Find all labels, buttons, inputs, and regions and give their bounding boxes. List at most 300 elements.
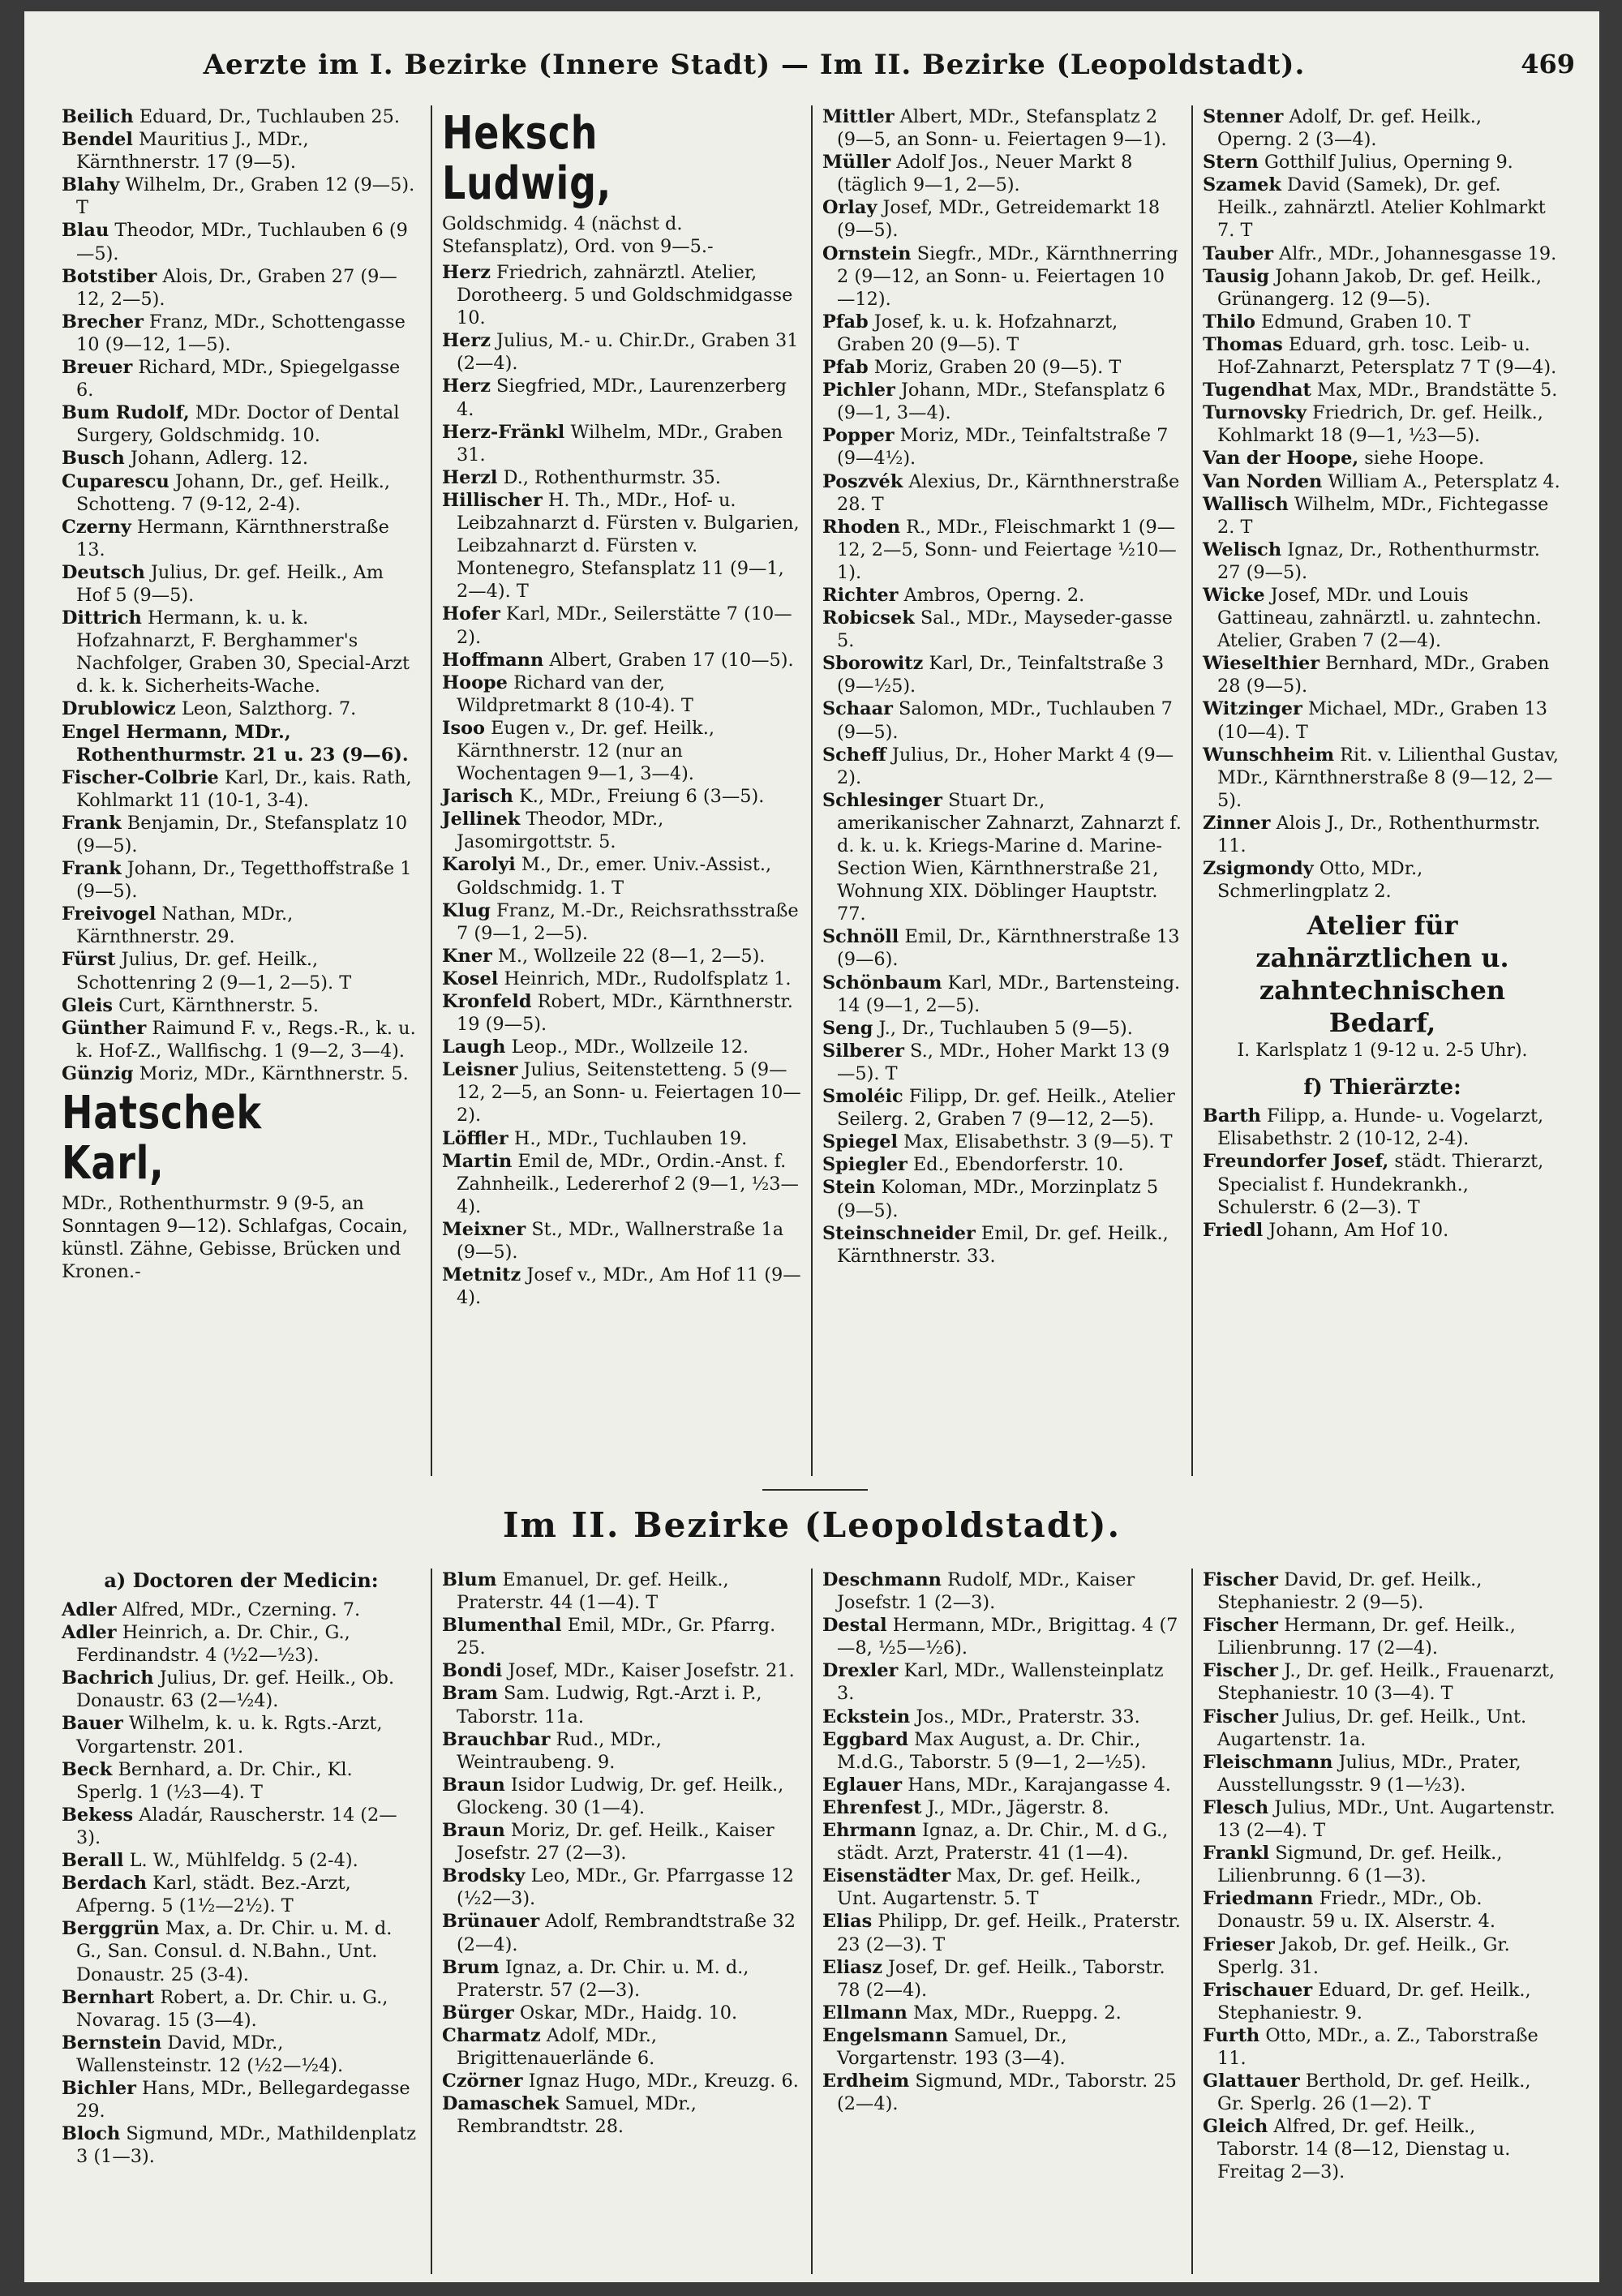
list-item xyxy=(442,853,801,899)
ad-body: Goldschmidg. 4 (nächst d. Stefansplatz), Ord. von 9—5.- xyxy=(442,213,714,257)
list-item xyxy=(1203,1796,1562,1842)
entry-name: Frankl xyxy=(1203,1843,1270,1865)
entry-name: Rhoden xyxy=(822,516,901,538)
entry-name: Schnöll xyxy=(822,926,899,948)
list-item xyxy=(822,1659,1182,1705)
ad-title: Hatschek Karl, xyxy=(62,1087,262,1191)
entry-details: Oskar, MDr., Haidg. 10. xyxy=(519,2002,738,2023)
list-item xyxy=(822,105,1182,151)
entry-name: Eckstein xyxy=(822,1706,911,1727)
list-item xyxy=(442,1036,801,1058)
running-head: Aerzte im I. Bezirke (Innere Stadt) — Im II. Bezirke (Leopoldstadt). xyxy=(203,49,1306,81)
entry-name: Karolyi xyxy=(442,854,516,876)
list-item xyxy=(62,516,421,561)
entry-name: Freundorfer Josef, xyxy=(1203,1151,1389,1173)
entry-details: Sal., MDr., Mayseder-gasse 5. xyxy=(837,607,1173,652)
list-item xyxy=(1203,311,1562,333)
list-item xyxy=(1203,584,1562,652)
entry-name: Pfab xyxy=(822,311,869,333)
entry-name: Bürger xyxy=(442,2002,514,2023)
entry-details: Emil de, MDr., Ordin.-Anst. f. Zahnheilk., Ledererhof 2 (9—1, ½3—4). xyxy=(457,1150,799,1217)
entry-details: Rit. v. Lilienthal Gustav, MDr., Kärnthnerstraße 8 (9—12, 2—5). xyxy=(1217,744,1559,811)
entry-details: Robert, MDr., Kärnthnerstr. 19 (9—5). xyxy=(457,991,793,1036)
entry-name: Beck xyxy=(62,1758,113,1780)
entry-name: Silberer xyxy=(822,1040,904,1062)
entry-details: Franz, M.-Dr., Reichsrathsstraße 7 (9—1, 2—5). xyxy=(457,899,799,944)
entry-details: Wilhelm, k. u. k. Rgts.-Arzt, Vorgartenstr. 201. xyxy=(76,1713,383,1757)
entry-name: Jarisch xyxy=(442,786,513,808)
entry-details: Adolf, MDr., Brigittenauerlände 6. xyxy=(457,2024,658,2069)
entry-name: Wicke xyxy=(1203,584,1265,606)
entry-details: Josef, MDr., Getreidemarkt 18 (9—5). xyxy=(837,197,1161,242)
entry-details: Koloman, MDr., Morzinplatz 5 (9—5). xyxy=(837,1177,1159,1221)
list-item xyxy=(442,1865,801,1910)
list-item xyxy=(442,1150,801,1218)
entry-details: Sigmund, MDr., Mathildenplatz 3 (1—3). xyxy=(76,2123,417,2168)
entry-name: Spiegler xyxy=(822,1154,908,1176)
list-item xyxy=(442,808,801,853)
list-item xyxy=(1203,1105,1562,1150)
entry-name: Gleis xyxy=(62,994,113,1016)
entry-details: J., MDr., Jägerstr. 8. xyxy=(927,1796,1109,1818)
entry-name: Mittler xyxy=(822,106,895,127)
entry-name: Drublowicz xyxy=(62,698,176,720)
list-item xyxy=(822,789,1182,926)
entry-details: Alexius, Dr., Kärnthnerstraße 28. T xyxy=(837,470,1180,515)
entry-details: Albert, Graben 17 (10—5). xyxy=(549,649,794,671)
entry-name: Friedl xyxy=(1203,1219,1264,1241)
column-1 xyxy=(52,105,432,1476)
entry-name: Günzig xyxy=(62,1062,134,1084)
list-item xyxy=(442,899,801,945)
entry-details: K., MDr., Freiung 6 (3—5). xyxy=(519,786,765,808)
column-4 xyxy=(1193,1569,1572,2274)
entry-details: Theodor, MDr., Tuchlauben 6 (9—5). xyxy=(76,220,408,264)
entry-name: Herz-Fränkl xyxy=(442,421,565,443)
entry-name: Kosel xyxy=(442,968,499,989)
entry-name: Botstiber xyxy=(62,265,157,287)
entry-name: Popper xyxy=(822,425,895,447)
entry-details: Rud., MDr., Weintraubeng. 9. xyxy=(457,1728,662,1773)
list-item xyxy=(1203,1842,1562,1887)
list-item xyxy=(442,1659,801,1682)
list-item xyxy=(1203,539,1562,584)
list-item xyxy=(1203,744,1562,812)
list-item xyxy=(822,379,1182,424)
entry-details: Samuel, MDr., Rembrandtstr. 28. xyxy=(457,2093,697,2138)
entry-name: Ehrmann xyxy=(822,1820,916,1842)
entry-details: Julius, Dr. gef. Heilk., Unt. Augartenstr. 1a. xyxy=(1217,1706,1527,1750)
list-item xyxy=(62,1712,421,1757)
entry-name: Blum xyxy=(442,1569,497,1590)
list-item xyxy=(822,2002,1182,2024)
entry-details: Siegfried, MDr., Laurenzerberg 4. xyxy=(457,376,787,420)
entry-details: J., Dr. gef. Heilk., Frauenarzt, Stephaniestr. 10 (3—4). T xyxy=(1217,1660,1555,1705)
entry-name: Stern xyxy=(1203,152,1259,174)
list-item xyxy=(442,968,801,990)
list-item xyxy=(1203,857,1562,903)
list-item xyxy=(62,1621,421,1667)
vets-subheading: f) Thierärzte: xyxy=(1303,1075,1461,1101)
entry-name: Dittrich xyxy=(62,607,142,629)
entry-details: Raimund F. v., Regs.-R., k. u. k. Hof-Z., Wallfischg. 1 (9—2, 3—4). xyxy=(76,1017,416,1062)
list-item xyxy=(822,1819,1182,1865)
entry-name: Furth xyxy=(1203,2024,1260,2046)
list-item xyxy=(822,607,1182,652)
list-item xyxy=(1203,812,1562,857)
entry-details: Salomon, MDr., Tuchlauben 7 (9—5). xyxy=(837,698,1173,743)
entry-details: Ed., Ebendorferstr. 10. xyxy=(912,1154,1124,1176)
atelier-ad-title: Atelier für zahnärztlichen u. zahntechnischen Bedarf, xyxy=(1255,910,1509,1039)
list-item xyxy=(62,1986,421,2032)
entry-name: Bekess xyxy=(62,1804,134,1826)
list-item xyxy=(442,421,801,466)
entry-details: Ignaz Hugo, MDr., Kreuzg. 6. xyxy=(528,2071,799,2092)
list-item xyxy=(62,994,421,1017)
list-item xyxy=(1203,1751,1562,1796)
list-item xyxy=(822,1131,1182,1153)
entry-name: Frieser xyxy=(1203,1933,1275,1955)
list-item xyxy=(62,311,421,356)
entry-details: S., MDr., Hoher Markt 13 (9—5). T xyxy=(837,1040,1170,1084)
entry-name: Glattauer xyxy=(1203,2071,1300,2092)
entry-details: Friedrich, zahnärztl. Atelier, Dorotheerg. 5 und Goldschmidgasse 10. xyxy=(457,262,793,329)
entry-details: David, MDr., Wallensteinstr. 12 (½2—½4). xyxy=(76,2032,344,2076)
entry-details: Max August, a. Dr. Chir., M.d.G., Taborstr. 5 (9—1, 2—½5). xyxy=(837,1728,1147,1773)
entry-name: Herzl xyxy=(442,466,498,488)
list-item xyxy=(1203,151,1562,174)
entry-details: Theodor, MDr., Jasomirgottstr. 5. xyxy=(457,809,664,853)
entry-name: Fürst xyxy=(62,949,116,971)
entry-name: Fischer xyxy=(1203,1706,1278,1727)
entry-details: Emanuel, Dr. gef. Heilk., Praterstr. 44 (1—4). T xyxy=(457,1569,729,1614)
entry-details: Emil, Dr., Kärnthnerstraße 13 (9—6). xyxy=(837,926,1180,971)
ad-title: Heksch Ludwig, xyxy=(442,107,612,210)
list-item xyxy=(822,1796,1182,1819)
top-columns xyxy=(52,105,1572,1476)
list-item xyxy=(442,1910,801,1955)
entry-name: Leisner xyxy=(442,1059,518,1081)
directory-page xyxy=(24,11,1599,2282)
entry-name: Cuparescu xyxy=(62,470,169,492)
entry-details: Hermann, k. u. k. Hofzahnarzt, F. Berghammer's Nachfolger, Graben 30, Special-Arzt d. k. k. Sicherheits-Wache. xyxy=(76,607,410,697)
entry-details: Friedr., MDr., Ob. Donaustr. 59 u. IX. Alserstr. 4. xyxy=(1217,1888,1495,1933)
list-item xyxy=(62,2032,421,2077)
list-item xyxy=(442,375,801,420)
entry-name: Deutsch xyxy=(62,561,145,583)
entry-name: Eglauer xyxy=(822,1774,903,1796)
list-item xyxy=(1203,652,1562,697)
entry-details: Johann, MDr., Stefansplatz 6 (9—1, 3—4). xyxy=(837,380,1165,424)
entry-name: Gleich xyxy=(1203,2116,1268,2138)
list-item xyxy=(1203,105,1562,151)
list-item xyxy=(62,2122,421,2168)
list-item xyxy=(1203,1219,1562,1242)
entry-details: Nathan, MDr., Kärnthnerstr. 29. xyxy=(76,903,294,948)
entry-details: Philipp, Dr. gef. Heilk., Praterstr. 23 (2—3). T xyxy=(837,1911,1181,1955)
entry-name: Richter xyxy=(822,584,899,606)
entry-name: Brecher xyxy=(62,311,144,333)
entry-details: Alfred, MDr., Czerning. 7. xyxy=(122,1599,361,1620)
list-item xyxy=(822,1865,1182,1910)
entry-name: Freivogel xyxy=(62,903,157,925)
entry-details: David, Dr. gef. Heilk., Stephaniestr. 2 (9—5). xyxy=(1217,1569,1483,1614)
list-item xyxy=(62,1062,421,1085)
list-item xyxy=(62,561,421,607)
list-item xyxy=(822,1222,1182,1268)
entry-details: Emil, MDr., Gr. Pfarrg. 25. xyxy=(457,1615,776,1659)
entry-name: Brauchbar xyxy=(442,1728,551,1750)
entry-name: Brodsky xyxy=(442,1865,526,1887)
list-item xyxy=(442,2002,801,2024)
entry-name: Drexler xyxy=(822,1660,899,1682)
list-item xyxy=(822,1706,1182,1728)
entry-name: Müller xyxy=(822,152,891,174)
entry-name: Zsigmondy xyxy=(1203,858,1314,880)
list-item xyxy=(822,2024,1182,2070)
column-2 xyxy=(432,1569,813,2274)
list-item xyxy=(1203,2070,1562,2115)
list-item xyxy=(822,925,1182,971)
entry-name: Günther xyxy=(62,1017,147,1039)
entry-details: St., MDr., Wallnerstraße 1a (9—5). xyxy=(457,1218,784,1264)
list-item xyxy=(62,1017,421,1062)
entry-name: Berall xyxy=(62,1850,124,1872)
list-item xyxy=(1203,379,1562,401)
list-item xyxy=(442,1819,801,1865)
entry-details: Stuart Dr., amerikanischer Zahnarzt, Zahnarzt f. d. k. u. k. Kriegs-Marine d. Marine-Section Wien, Kärnthnerstraße 21, Wohnung XIX. Döblinger Hauptstr. 77. xyxy=(837,789,1182,925)
entry-name: Frank xyxy=(62,812,122,834)
entry-details: Julius, MDr., Prater, Ausstellungsstr. 9 (1—½3). xyxy=(1217,1751,1521,1796)
entry-details: Josef v., MDr., Am Hof 11 (9—4). xyxy=(457,1264,801,1309)
list-item xyxy=(822,2070,1182,2115)
entry-details: Aladár, Rauscherstr. 14 (2—3). xyxy=(76,1804,397,1848)
list-item xyxy=(822,1614,1182,1659)
list-item xyxy=(442,1058,801,1127)
list-item xyxy=(62,219,421,264)
entry-name: Flesch xyxy=(1203,1796,1269,1818)
entry-name: Bendel xyxy=(62,129,133,151)
entry-details: D., Rothenthurmstr. 35. xyxy=(503,466,721,488)
list-item xyxy=(822,311,1182,356)
entry-name: Berdach xyxy=(62,1873,148,1895)
entry-name: Tausig xyxy=(1203,265,1270,287)
list-item xyxy=(1203,1933,1562,1979)
entry-details: Eugen v., Dr. gef. Heilk., Kärnthnerstr. 12 (nur an Wochentagen 9—1, 3—4). xyxy=(457,717,714,785)
list-item xyxy=(822,196,1182,242)
entry-details: Eduard, Dr. gef. Heilk., Stephaniestr. 9. xyxy=(1217,1979,1531,2023)
entry-name: Eliasz xyxy=(822,1956,882,1978)
entry-name: Jellinek xyxy=(442,809,521,830)
list-item xyxy=(442,261,801,329)
list-item xyxy=(822,242,1182,311)
entry-details: Moriz, Graben 20 (9—5). T xyxy=(873,357,1122,379)
entry-name: Thomas xyxy=(1203,333,1283,355)
entry-details: Max, Elisabethstr. 3 (9—5). T xyxy=(903,1131,1173,1153)
entry-name: Hofer xyxy=(442,603,500,625)
entry-details: Leo, MDr., Gr. Pfarrgasse 12 (½2—3). xyxy=(457,1865,794,1910)
entry-name: Deschmann xyxy=(822,1569,942,1590)
entry-details: Karl, städt. Bez.-Arzt, Afperng. 5 (1½—2½). T xyxy=(76,1873,351,1917)
entry-details: Ignaz, a. Dr. Chir., M. d G., städt. Arzt, Praterstr. 41 (1—4). xyxy=(837,1820,1169,1865)
list-item xyxy=(62,857,421,903)
entry-name: Engelsmann xyxy=(822,2024,949,2046)
entry-name: Fleischmann xyxy=(1203,1751,1333,1773)
entry-details: Jos., MDr., Praterstr. 33. xyxy=(916,1706,1140,1727)
entry-name: Friedmann xyxy=(1203,1888,1314,1910)
entry-details: M., Dr., emer. Univ.-Assist., Goldschmidg. 1. T xyxy=(457,854,772,899)
entry-name: Laugh xyxy=(442,1036,506,1058)
entry-name: Brünauer xyxy=(442,1911,540,1933)
list-item xyxy=(62,105,421,128)
entry-details: Samuel, Dr., Vorgartenstr. 193 (3—4). xyxy=(837,2024,1067,2069)
entry-name: Bum Rudolf, xyxy=(62,402,190,424)
entry-details: städt. Thierarzt, Specialist f. Hundekrankh., Schulerstr. 6 (2—3). T xyxy=(1217,1151,1544,1218)
list-item xyxy=(822,1040,1182,1085)
entry-details: Karl, MDr., Seilerstätte 7 (10—2). xyxy=(457,603,792,648)
entry-details: William A., Petersplatz 4. xyxy=(1328,470,1560,492)
entry-name: Schlesinger xyxy=(822,789,942,811)
entry-details: Julius, Dr. gef. Heilk., Schottenring 2 (9—1, 2—5). T xyxy=(76,949,352,994)
entry-details: Karl, MDr., Bartensteing. 14 (9—1, 2—5). xyxy=(837,972,1181,1016)
entry-name: Bachrich xyxy=(62,1667,154,1689)
entry-name: Löffler xyxy=(442,1127,508,1149)
entry-details: Otto, MDr., a. Z., Taborstraße 11. xyxy=(1217,2024,1538,2069)
entry-name: Bernstein xyxy=(62,2032,162,2054)
entry-details: Heinrich, a. Dr. Chir., G., Ferdinandstr. 4 (½2—½3). xyxy=(76,1622,350,1667)
entry-details: Johann, Adlerg. 12. xyxy=(130,448,308,470)
entry-details: Sigmund, MDr., Taborstr. 25 (2—4). xyxy=(837,2071,1177,2115)
entry-name: Fischer xyxy=(1203,1569,1278,1590)
entry-name: Herz xyxy=(442,376,491,397)
list-item xyxy=(1203,1706,1562,1751)
entry-details: Michael, MDr., Graben 13 (10—4). T xyxy=(1217,698,1548,743)
entry-details: Benjamin, Dr., Stefansplatz 10 (9—5). xyxy=(76,812,408,856)
entry-name: Seng xyxy=(822,1017,873,1039)
atelier-ad-address: I. Karlsplatz 1 (9-12 u. 2-5 Uhr). xyxy=(1237,1041,1528,1062)
entry-details: Leon, Salzthorg. 7. xyxy=(181,698,357,720)
entry-details: Richard van der, Wildpretmarkt 8 (10-4). T xyxy=(457,672,693,716)
entry-name: Bauer xyxy=(62,1713,123,1735)
entry-details: Johann, Am Hof 10. xyxy=(1268,1219,1449,1241)
entry-details: Ignaz, Dr., Rothenthurmstr. 27 (9—5). xyxy=(1217,539,1540,583)
entry-name: Ehrenfest xyxy=(822,1796,922,1818)
list-item xyxy=(442,1218,801,1264)
entry-details: Otto, MDr., Schmerlingplatz 2. xyxy=(1217,858,1423,903)
column-3 xyxy=(813,105,1193,1476)
list-heading: a) Doctoren der Medicin: xyxy=(104,1569,379,1592)
list-item xyxy=(442,466,801,489)
entry-name: Blau xyxy=(62,220,109,242)
list-item xyxy=(62,1804,421,1849)
entry-name: Tugendhat xyxy=(1203,380,1311,401)
list-item xyxy=(1203,1614,1562,1659)
list-item xyxy=(62,2077,421,2122)
list-item xyxy=(1203,1569,1562,1614)
entry-name: Erdheim xyxy=(822,2071,910,2092)
list-item xyxy=(62,1872,421,1917)
entry-name: Robicsek xyxy=(822,607,915,629)
list-item xyxy=(62,766,421,812)
entry-name: Pichler xyxy=(822,380,895,401)
entry-name: Schönbaum xyxy=(822,972,942,994)
entry-details: M., Wollzeile 22 (8—1, 2—5). xyxy=(497,945,766,967)
entry-details: Eduard, Dr., Tuchlauben 25. xyxy=(139,106,400,127)
entry-name: Scheff xyxy=(822,744,886,766)
entry-details: Berthold, Dr. gef. Heilk., Gr. Sperlg. 26 (1—2). T xyxy=(1217,2071,1531,2115)
list-item xyxy=(822,697,1182,743)
entry-name: Beilich xyxy=(62,106,134,127)
entry-name: Charmatz xyxy=(442,2024,541,2046)
entry-details: Josef, MDr., Kaiser Josefstr. 21. xyxy=(508,1660,795,1682)
entry-name: Destal xyxy=(822,1615,887,1637)
entry-name: Zinner xyxy=(1203,812,1271,834)
entry-name: Herz xyxy=(442,262,491,283)
list-item xyxy=(442,717,801,785)
list-item xyxy=(1203,265,1562,311)
list-item xyxy=(442,785,801,808)
entry-name: Steinschneider xyxy=(822,1222,976,1244)
list-item xyxy=(1203,1979,1562,2024)
entry-name: Fischer xyxy=(1203,1615,1278,1637)
list-item xyxy=(62,447,421,470)
entry-details: Sam. Ludwig, Rgt.-Arzt i. P., Taborstr. 11a. xyxy=(457,1683,762,1727)
entry-name: Frischauer xyxy=(1203,1979,1313,2001)
entry-name: Braun xyxy=(442,1820,505,1842)
entry-name: Damaschek xyxy=(442,2093,560,2115)
list-item xyxy=(822,151,1182,196)
list-item xyxy=(822,1017,1182,1040)
list-item xyxy=(1203,242,1562,265)
list-item xyxy=(62,1917,421,1985)
entry-details: Jakob, Dr. gef. Heilk., Gr. Sperlg. 31. xyxy=(1217,1933,1510,1978)
list-item xyxy=(62,1599,421,1621)
entry-name: Kner xyxy=(442,945,492,967)
entry-name: Eisenstädter xyxy=(822,1865,951,1887)
entry-name: Bichler xyxy=(62,2077,136,2099)
entry-details: Heinrich, MDr., Rudolfsplatz 1. xyxy=(504,968,792,989)
entry-details: Hermann, MDr., Brigittag. 4 (7—8, ½5—½6). xyxy=(837,1615,1178,1659)
entry-details: H. Th., MDr., Hof- u. Leibzahnarzt d. Fürsten v. Bulgarien, Leibzahnarzt d. Fürsten v. Montenegro, Stefansplatz 11 (9—1, 2—4). T xyxy=(457,489,800,603)
list-item xyxy=(822,1176,1182,1221)
entry-details: Julius, Dr., Hoher Markt 4 (9—2). xyxy=(837,744,1174,788)
list-item xyxy=(822,424,1182,470)
entry-details: Josef, k. u. k. Hofzahnarzt, Graben 20 (9—5). T xyxy=(837,311,1118,355)
entry-details: Emil, Dr. gef. Heilk., Kärnthnerstr. 33. xyxy=(837,1222,1169,1267)
entry-details: Max, MDr., Rueppg. 2. xyxy=(912,2002,1122,2023)
column-1 xyxy=(52,1569,432,2274)
entry-name: Herz xyxy=(442,330,491,352)
entry-name: Elias xyxy=(822,1911,873,1933)
list-item xyxy=(822,356,1182,379)
entry-details: Josef, Dr. gef. Heilk., Taborstr. 78 (2—4). xyxy=(837,1956,1165,2001)
entry-name: Eggbard xyxy=(822,1728,908,1750)
list-item xyxy=(442,1956,801,2002)
list-item xyxy=(822,1728,1182,1774)
entry-name: Czerny xyxy=(62,516,131,538)
entry-name: Hillischer xyxy=(442,489,543,511)
entry-name: Witzinger xyxy=(1203,698,1302,720)
entry-details: H., MDr., Tuchlauben 19. xyxy=(513,1127,748,1149)
entry-name: Schaar xyxy=(822,698,893,720)
list-item xyxy=(442,990,801,1036)
entry-name: Metnitz xyxy=(442,1264,521,1286)
entry-name: Orlay xyxy=(822,197,878,219)
entry-name: Berggrün xyxy=(62,1918,160,1940)
entry-name: Stein xyxy=(822,1177,876,1199)
entry-name: Fischer-Colbrie xyxy=(62,766,219,788)
list-item xyxy=(442,329,801,375)
